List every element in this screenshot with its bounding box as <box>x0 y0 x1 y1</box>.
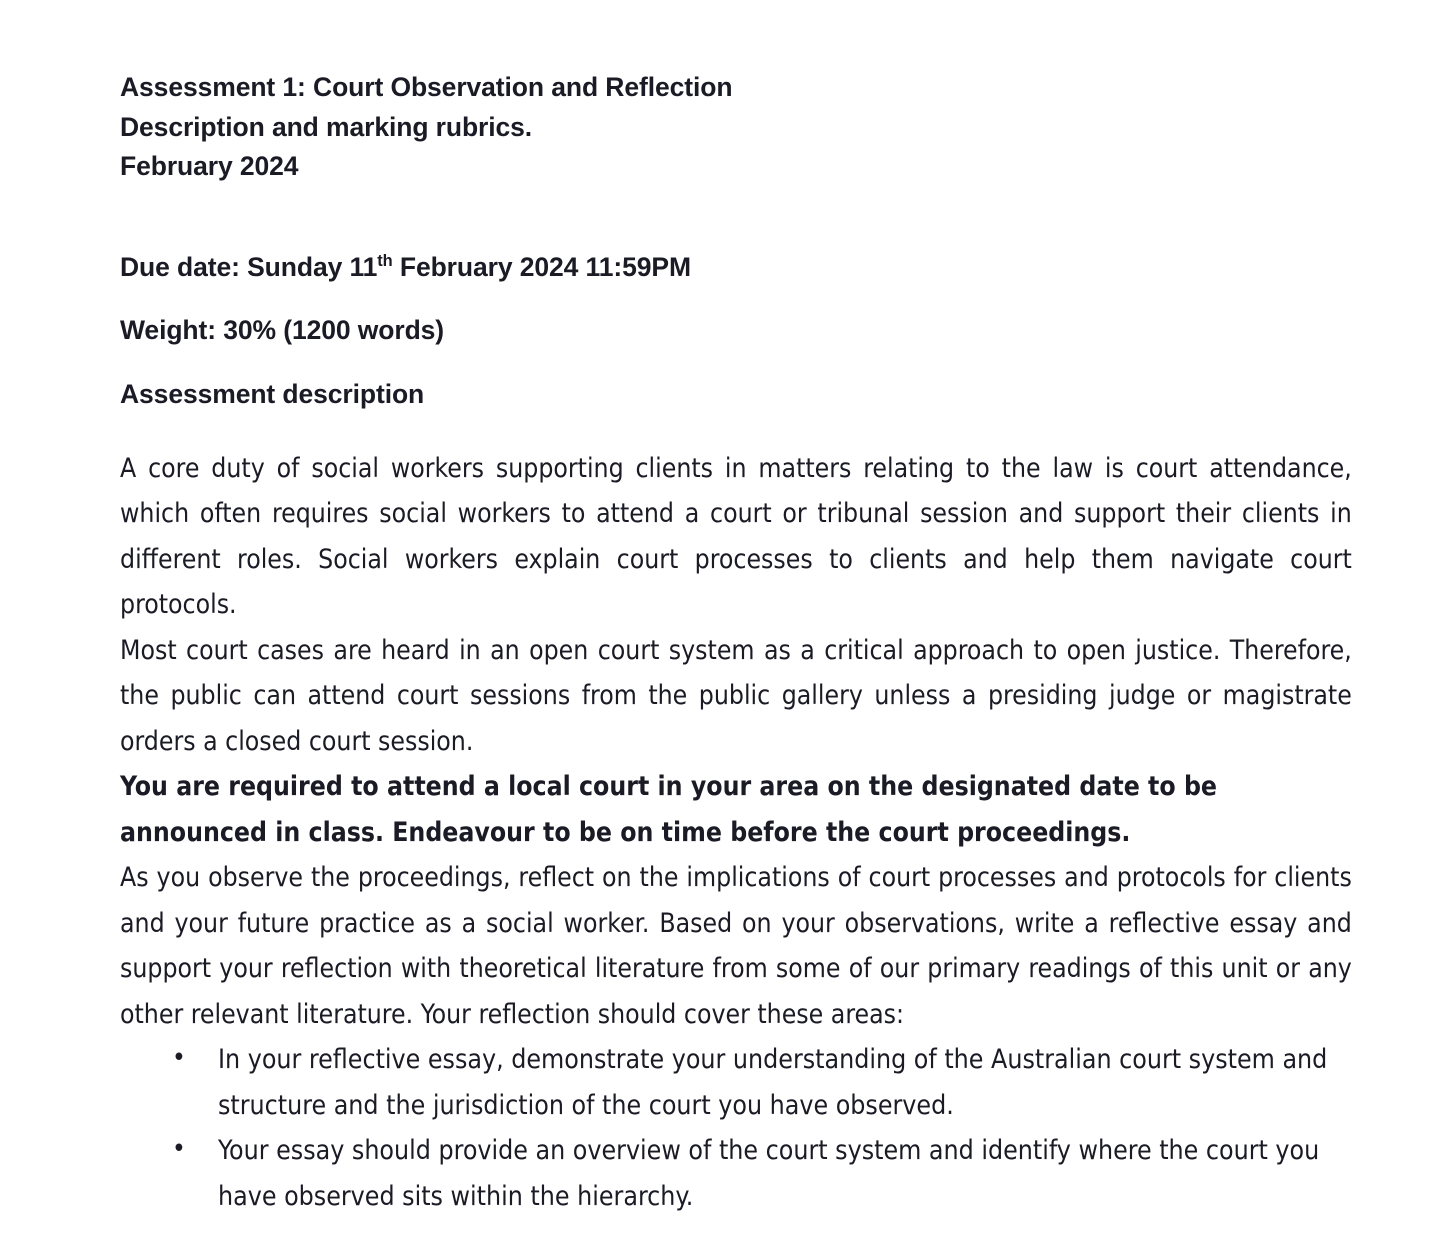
paragraph-open-court: Most court cases are heard in an open court system as a critical approach to open justice. Therefore, the public can attend court sessions from the public gallery unless a presiding judge or magistrate orders a closed court session. <box>120 634 1352 757</box>
paragraph-attendance-requirement: You are required to attend a local court in your area on the designated date to be announced in class. Endeavour to be on time before the court proceedings. <box>120 771 1218 848</box>
due-date-prefix: Due date: Sunday 11 <box>120 251 378 282</box>
due-date-suffix: February 2024 11:59PM <box>392 251 691 282</box>
assessment-description-heading: Assessment description <box>120 378 425 409</box>
list-item: • Your essay should provide an overview of the court system and identify where the court you have observed sits within the hierarchy. <box>120 1128 1378 1219</box>
document-title-line-2: Description and marking rubrics. <box>120 111 533 142</box>
document-title-block <box>120 68 1358 187</box>
due-date-ordinal-suffix: th <box>377 251 393 270</box>
document-body <box>120 68 1358 1219</box>
list-item: • In your reflective essay, demonstrate your understanding of the Australian court system and structure and the jurisdiction of the court you have observed. <box>120 1037 1378 1128</box>
weight-line: Weight: 30% (1200 words) <box>120 314 445 345</box>
paragraph-core-duty: A core duty of social workers supporting clients in matters relating to the law is court attendance, which often requires social workers to attend a court or tribunal session and support their clients in different roles. Social workers explain court processes to clients and help them navigate court protocols. <box>120 452 1352 620</box>
due-date-line <box>120 250 1358 284</box>
document-title-line-3: February 2024 <box>120 151 299 181</box>
paragraph-reflection-instructions: As you observe the proceedings, reflect on the implications of court processes and protocols for clients and your future practice as a social worker. Based on your observations, write a reflective essay and support your reflection with theoretical literature from some of our primary readings of this unit or any other relevant literature. Your reflection should cover these areas: <box>120 862 1352 1030</box>
document-title-line-1: Assessment 1: Court Observation and Reflection <box>120 72 733 102</box>
reflection-areas-list <box>120 1037 1358 1219</box>
